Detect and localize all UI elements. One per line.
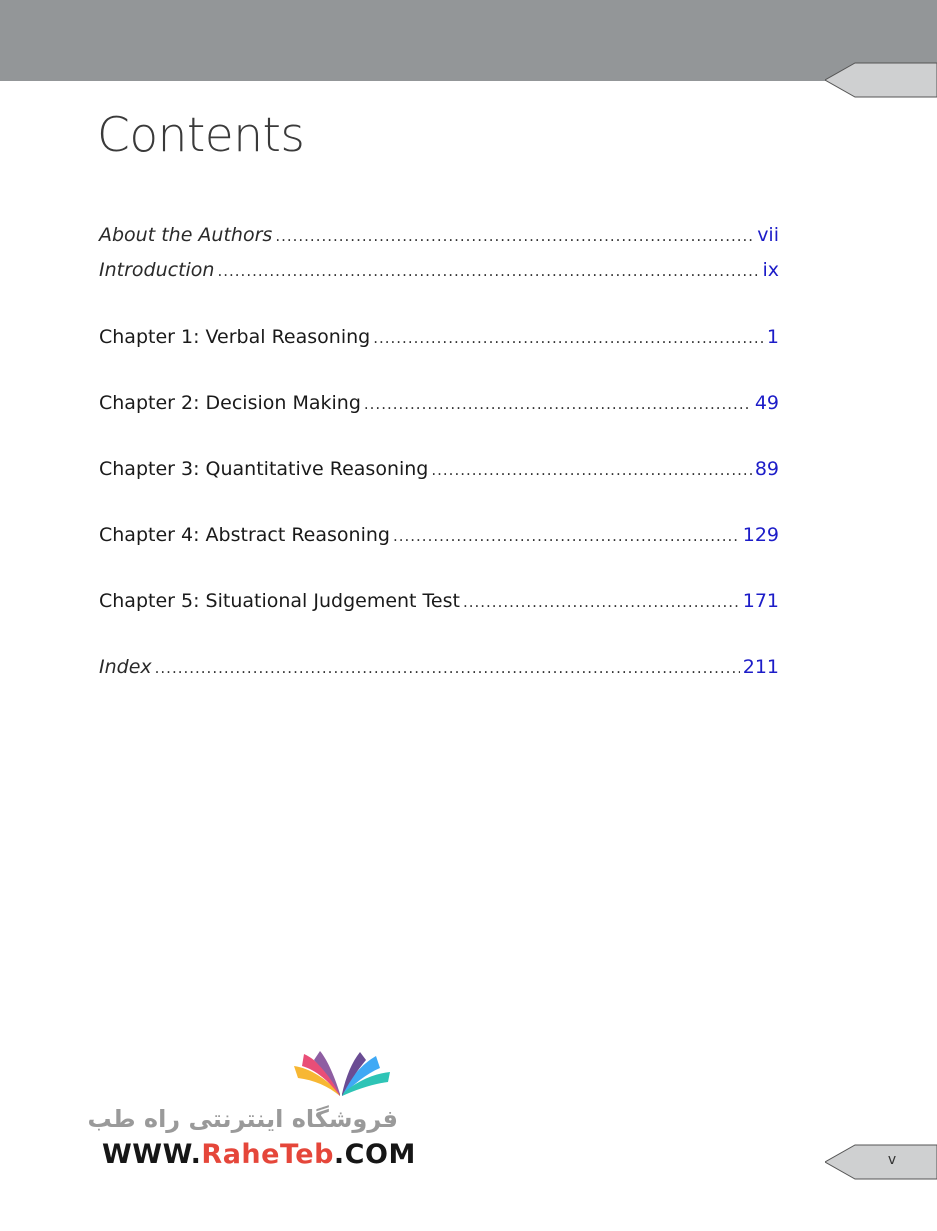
header-band bbox=[0, 0, 937, 81]
toc-entry-index[interactable] bbox=[99, 656, 779, 684]
watermark-logo bbox=[87, 1050, 416, 1180]
dot-leader bbox=[275, 227, 754, 245]
toc-entry-label: Chapter 2: Decision Making bbox=[99, 392, 361, 414]
toc-entry-label: Index bbox=[99, 656, 152, 678]
toc-entry-label: Chapter 4: Abstract Reasoning bbox=[99, 524, 390, 546]
dot-leader bbox=[155, 659, 740, 677]
toc-page-link[interactable]: 129 bbox=[742, 524, 779, 546]
watermark-url bbox=[102, 1139, 416, 1170]
url-prefix: WWW. bbox=[102, 1139, 202, 1170]
toc-page-link[interactable]: 211 bbox=[742, 656, 779, 678]
watermark-persian-text: فروشگاه اینترنتی راه طب bbox=[87, 1105, 398, 1133]
toc-entry-chapter-3[interactable] bbox=[99, 458, 779, 486]
toc-page-link[interactable]: 89 bbox=[754, 458, 779, 480]
toc-entry-chapter-2[interactable] bbox=[99, 392, 779, 420]
toc-entry-about-authors[interactable] bbox=[99, 224, 779, 252]
url-brand: RaheTeb bbox=[201, 1139, 334, 1170]
toc-entry-label: About the Authors bbox=[99, 224, 273, 246]
toc-page-link[interactable]: 1 bbox=[766, 326, 779, 348]
dot-leader bbox=[463, 593, 740, 611]
toc-page-link[interactable]: 49 bbox=[754, 392, 779, 414]
dot-leader bbox=[217, 262, 759, 280]
open-book-icon bbox=[290, 1050, 395, 1100]
dot-leader bbox=[393, 527, 740, 545]
dot-leader bbox=[431, 461, 751, 479]
toc-entry-label: Chapter 1: Verbal Reasoning bbox=[99, 326, 371, 348]
dot-leader bbox=[364, 395, 752, 413]
page-number: v bbox=[887, 1152, 897, 1168]
toc-entry-introduction[interactable] bbox=[99, 259, 779, 287]
top-page-tab bbox=[825, 62, 937, 98]
page-title: Contents bbox=[97, 108, 305, 163]
toc-entry-chapter-5[interactable] bbox=[99, 590, 779, 618]
toc-entry-label: Chapter 5: Situational Judgement Test bbox=[99, 590, 460, 612]
dot-leader bbox=[373, 329, 764, 347]
url-suffix: .COM bbox=[333, 1139, 416, 1170]
toc-page-link[interactable]: vii bbox=[757, 224, 779, 246]
toc-entry-chapter-1[interactable] bbox=[99, 326, 779, 354]
toc-page-link[interactable]: ix bbox=[762, 259, 779, 281]
toc-page-link[interactable]: 171 bbox=[742, 590, 779, 612]
toc-entry-chapter-4[interactable] bbox=[99, 524, 779, 552]
toc-entry-label: Introduction bbox=[99, 259, 215, 281]
toc-entry-label: Chapter 3: Quantitative Reasoning bbox=[99, 458, 429, 480]
